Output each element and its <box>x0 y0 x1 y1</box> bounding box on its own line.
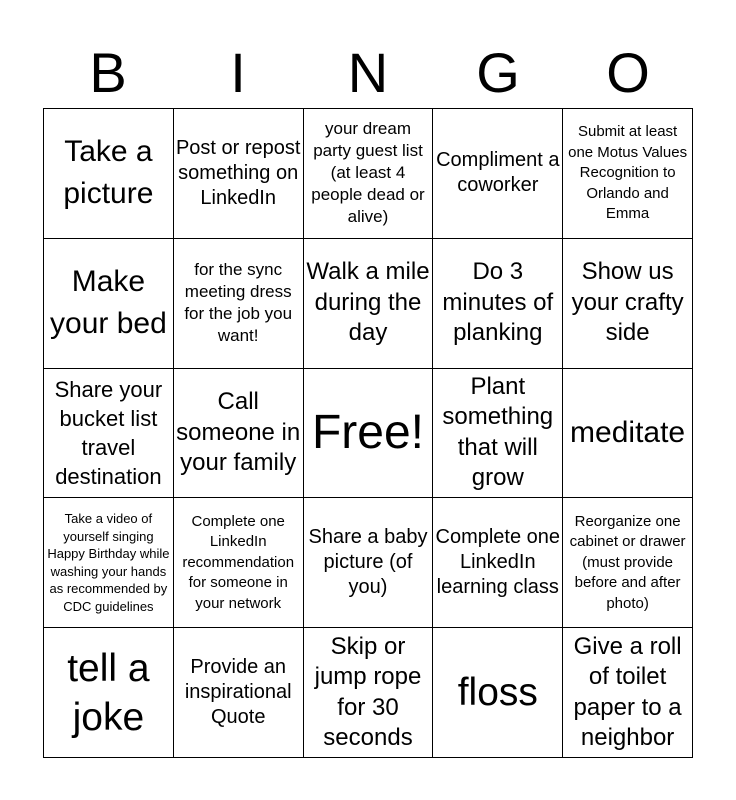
bingo-cell[interactable] <box>304 498 434 628</box>
bingo-cell[interactable] <box>174 109 304 239</box>
cell-text: meditate <box>570 415 686 449</box>
cell-text: Do 3 minutes of planking <box>442 258 554 347</box>
bingo-cell[interactable] <box>304 239 434 369</box>
cell-text: tell a joke <box>67 646 150 739</box>
cell-text: Reorganize one cabinet or drawer (must provide before and after photo) <box>569 512 686 612</box>
bingo-board <box>43 108 693 758</box>
bingo-cell[interactable] <box>174 498 304 628</box>
bingo-cell[interactable] <box>174 628 304 758</box>
cell-text: for the sync meeting dress for the job you want! <box>184 260 293 346</box>
bingo-cell[interactable] <box>433 628 563 758</box>
cell-text: Submit at least one Motus Values Recognition to Orlando and Emma <box>568 123 688 223</box>
bingo-cell[interactable] <box>563 498 693 628</box>
header-letter-n: N <box>347 41 389 104</box>
bingo-cell[interactable] <box>433 109 563 239</box>
bingo-header <box>43 40 693 106</box>
bingo-cell[interactable] <box>563 109 693 239</box>
bingo-cell[interactable] <box>304 628 434 758</box>
cell-text: Share your bucket list travel destination <box>54 376 163 489</box>
bingo-cell[interactable] <box>304 109 434 239</box>
cell-text: Complete one LinkedIn recommendation for someone in your network <box>182 512 295 612</box>
cell-text: Compliment a coworker <box>436 149 560 197</box>
header-letter-g: G <box>476 41 520 104</box>
cell-text: Give a roll of toilet paper to a neighbor <box>573 632 682 752</box>
cell-text: Complete one LinkedIn learning class <box>435 526 561 599</box>
header-letter-o: O <box>606 41 650 104</box>
cell-text: Walk a mile during the day <box>306 258 430 347</box>
bingo-cell[interactable] <box>44 239 174 369</box>
cell-text: floss <box>457 671 538 715</box>
bingo-cell[interactable] <box>174 239 304 369</box>
bingo-cell-free[interactable] <box>304 369 434 499</box>
cell-text: Plant something that will grow <box>442 372 554 492</box>
free-space-text: Free! <box>311 405 424 459</box>
cell-text: your dream party guest list (at least 4 people dead or alive) <box>311 119 425 227</box>
cell-text: Provide an inspirational Quote <box>184 656 292 729</box>
bingo-cell[interactable] <box>44 369 174 499</box>
cell-text: Skip or jump rope for 30 seconds <box>314 632 422 752</box>
bingo-cell[interactable] <box>563 369 693 499</box>
cell-text: Call someone in your family <box>176 388 301 477</box>
bingo-cell[interactable] <box>433 239 563 369</box>
cell-text: Post or repost something on LinkedIn <box>175 136 301 209</box>
bingo-cell[interactable] <box>433 498 563 628</box>
header-letter-b: B <box>89 41 127 104</box>
cell-text: Share a baby picture (of you) <box>308 526 428 599</box>
bingo-cell[interactable] <box>44 109 174 239</box>
bingo-cell[interactable] <box>44 498 174 628</box>
cell-text: Show us your crafty side <box>571 258 684 347</box>
header-letter-i: I <box>230 41 246 104</box>
bingo-cell[interactable] <box>44 628 174 758</box>
bingo-cell[interactable] <box>563 239 693 369</box>
cell-text: Take a picture <box>63 135 154 211</box>
cell-text: Take a video of yourself singing Happy Birthday while washing your hands as recommended by CDC guidelines <box>47 511 170 614</box>
bingo-cell[interactable] <box>174 369 304 499</box>
bingo-cell[interactable] <box>563 628 693 758</box>
cell-text: Make your bed <box>50 265 167 341</box>
bingo-cell[interactable] <box>433 369 563 499</box>
